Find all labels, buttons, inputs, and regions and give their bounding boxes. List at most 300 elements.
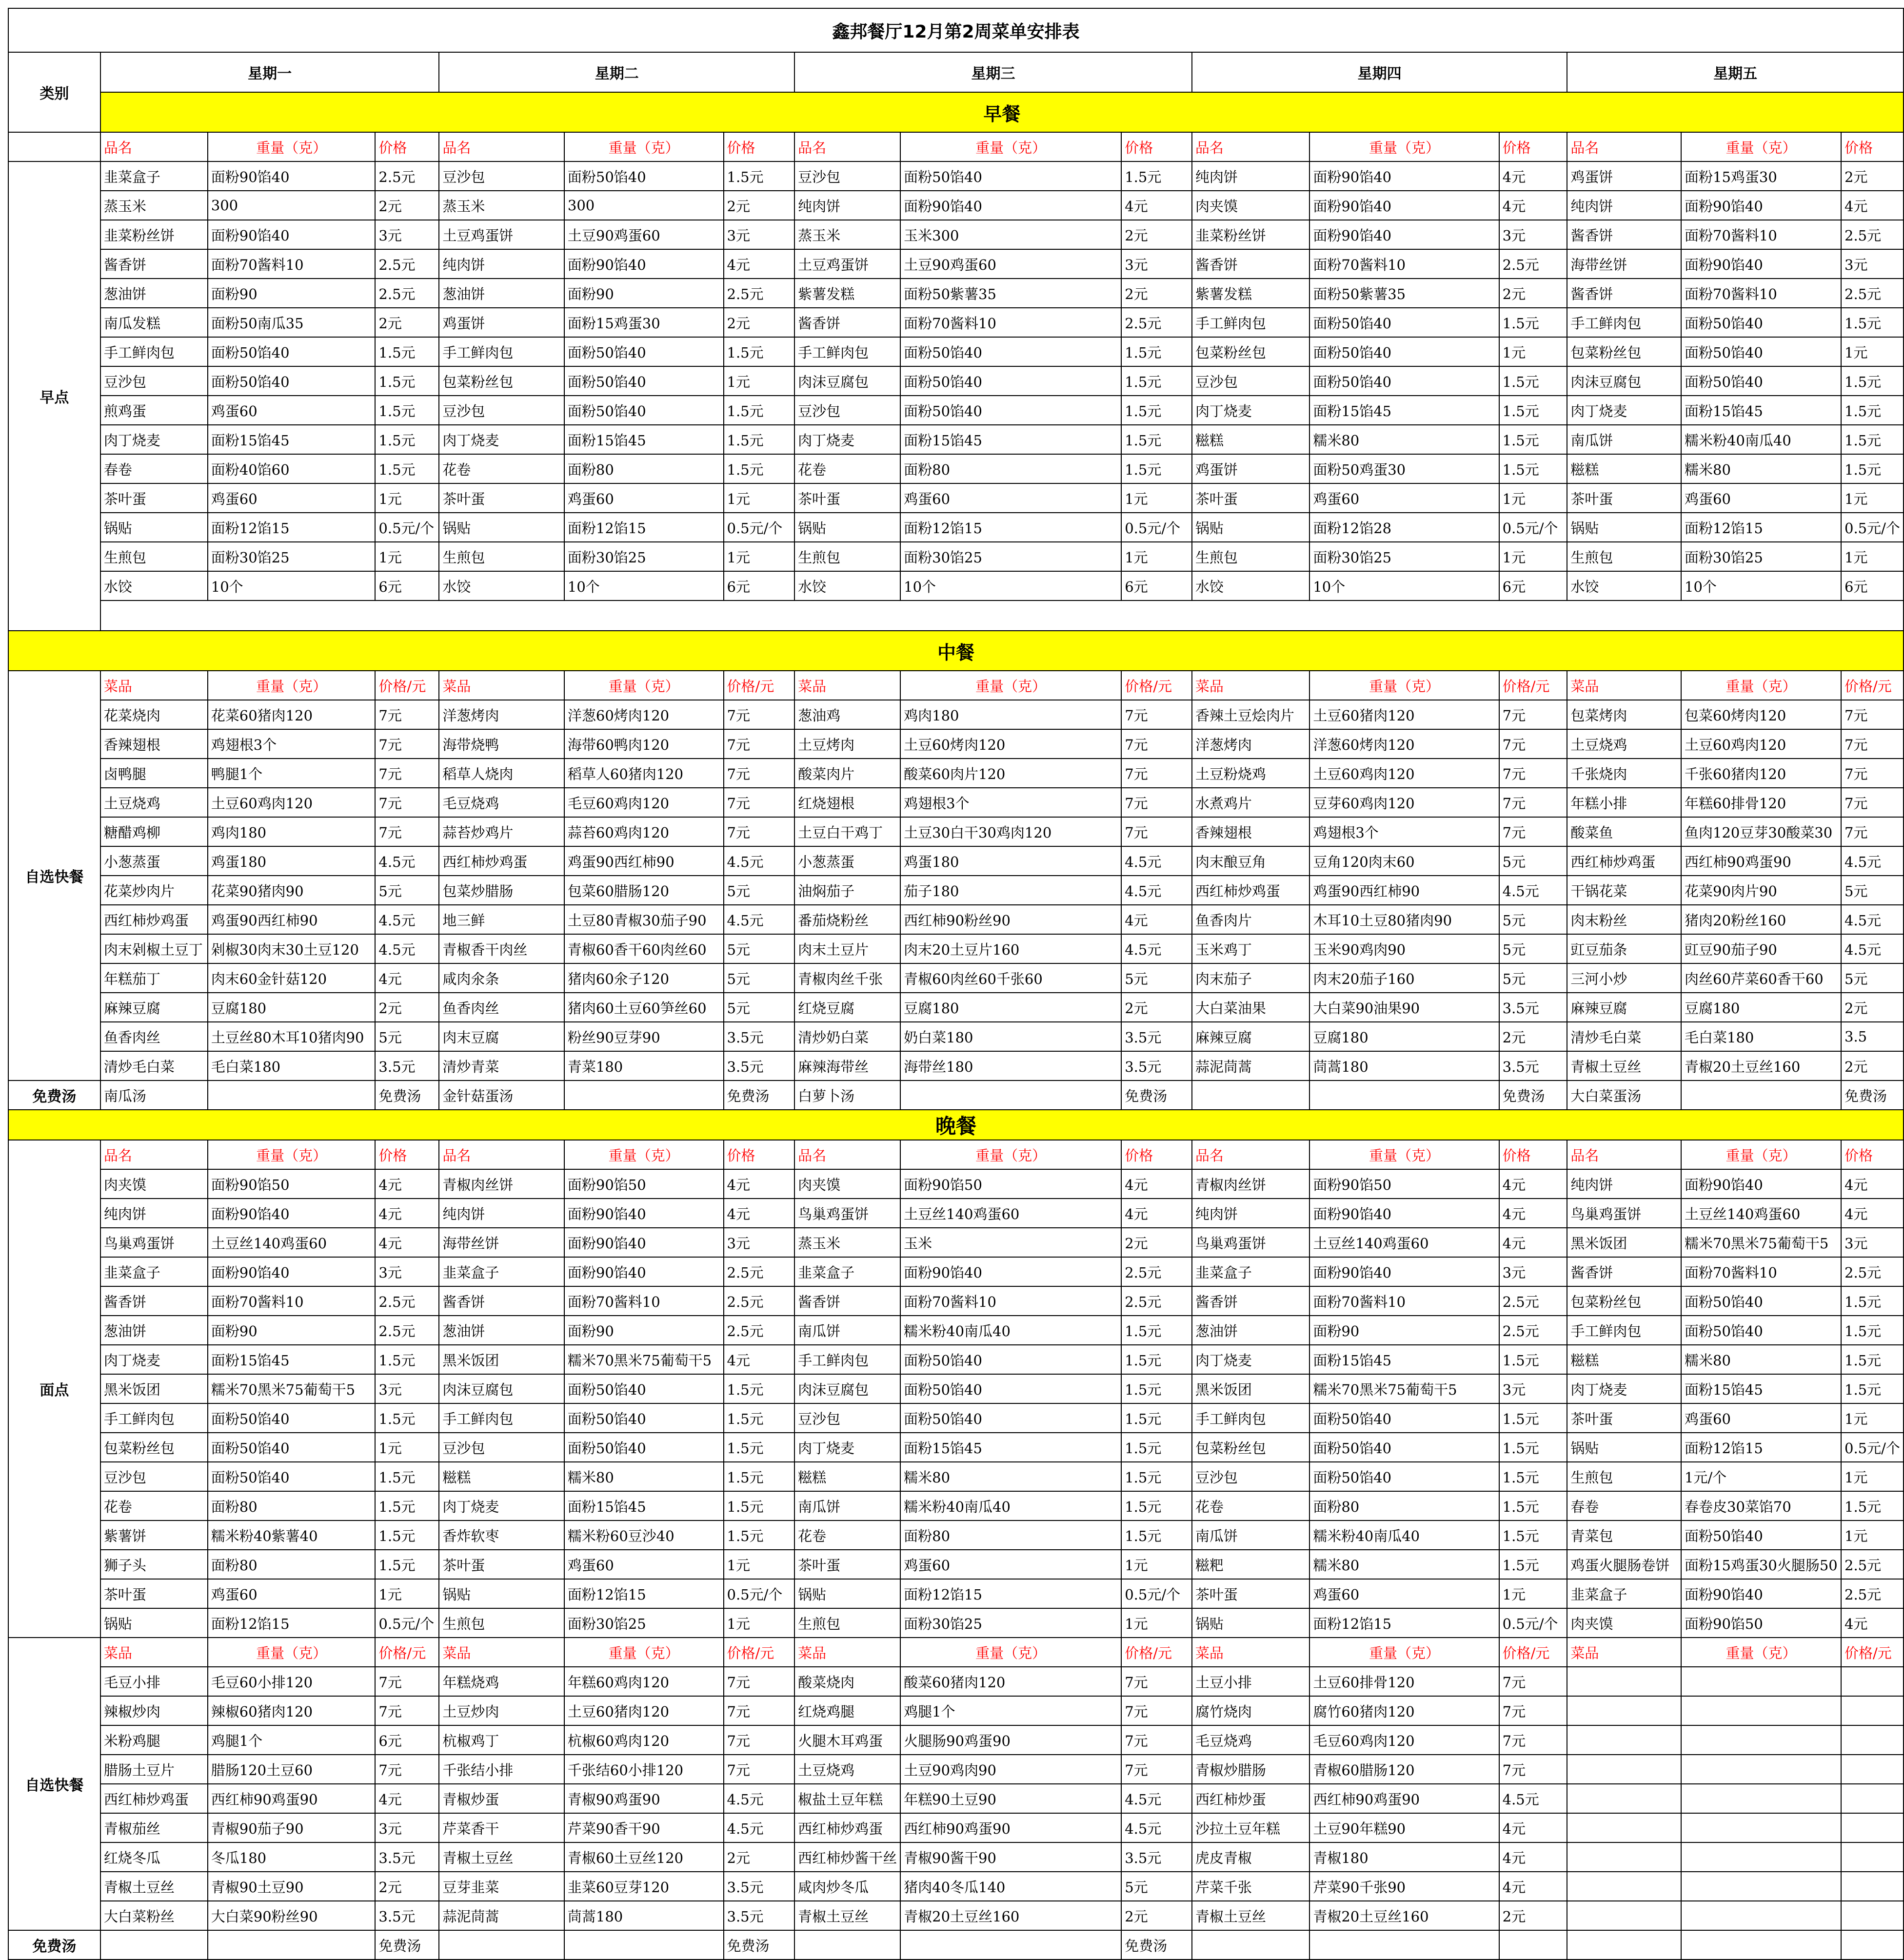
dish-weight: 面粉50馅40: [208, 1403, 376, 1433]
dish-weight: 面粉80: [208, 1550, 376, 1579]
dish-price: 4.5元: [1499, 1784, 1567, 1813]
dish-weight: 面粉50馅40: [1309, 337, 1499, 366]
col-header-price: 价格/元: [375, 1638, 439, 1667]
table-row: [8, 1901, 1904, 1930]
soup-name: 金针菇蛋汤: [439, 1080, 564, 1110]
dish-name: 酱香饼: [100, 1286, 208, 1316]
dish-weight: 面粉50南瓜35: [208, 308, 376, 337]
dish-weight: 茼蒿180: [1309, 1051, 1499, 1080]
dish-weight: [1681, 1696, 1841, 1725]
dish-price: 1.5元: [375, 425, 439, 454]
dish-name: 青椒土豆丝: [1567, 1051, 1681, 1080]
dish-weight: 面粉50鸡蛋30: [1309, 454, 1499, 483]
dish-weight: 面粉50馅40: [564, 366, 724, 396]
dish-price: 2元: [375, 308, 439, 337]
dish-price: 5元: [375, 1022, 439, 1051]
col-header-name: 品名: [794, 1140, 900, 1169]
col-header-name: 菜品: [794, 671, 900, 700]
dish-weight: 面粉50紫薯35: [1309, 279, 1499, 308]
dish-price: 1.5元: [1499, 454, 1567, 483]
table-row: [8, 934, 1904, 963]
meal-band: 中餐: [8, 631, 1904, 671]
dish-price: 2.5元: [724, 1316, 795, 1345]
dish-price: 7元: [1121, 729, 1192, 759]
dish-name: 纯肉饼: [1192, 1199, 1309, 1228]
dish-weight: 鸡蛋90西红柿90: [1309, 876, 1499, 905]
dish-price: [1841, 1667, 1904, 1696]
dish-price: 1.5元: [375, 454, 439, 483]
dish-name: 西红柿炒鸡蛋: [439, 846, 564, 876]
dish-price: 2.5元: [1499, 1316, 1567, 1345]
dish-name: 花卷: [794, 1520, 900, 1550]
dish-price: 2元: [375, 191, 439, 220]
dish-price: 7元: [1121, 1725, 1192, 1755]
dish-weight: 面粉50馅40: [900, 396, 1121, 425]
dish-name: 糍糕: [794, 1462, 900, 1491]
table-row: [8, 454, 1904, 483]
dish-name: 肉丁烧麦: [1567, 396, 1681, 425]
page-title: 鑫邦餐厅12月第2周菜单安排表: [8, 8, 1904, 52]
col-header-weight: 重量（克）: [564, 1140, 724, 1169]
dish-name: 毛豆小排: [100, 1667, 208, 1696]
col-header-name: 菜品: [794, 1638, 900, 1667]
dish-price: 0.5元/个: [1121, 513, 1192, 542]
dish-name: 锅贴: [439, 513, 564, 542]
day-header: 星期四: [1192, 52, 1567, 92]
dish-price: 1.5元: [375, 1403, 439, 1433]
dish-price: 0.5元/个: [724, 513, 795, 542]
dish-name: 糍糕: [1567, 454, 1681, 483]
dish-name: 海带丝饼: [1567, 249, 1681, 279]
dish-price: 7元: [1121, 759, 1192, 788]
dish-price: 4元: [1121, 1199, 1192, 1228]
dish-price: 7元: [1499, 700, 1567, 729]
dish-price: 4元: [1841, 1608, 1904, 1638]
soup-weight: [564, 1080, 724, 1110]
dish-weight: [1681, 1667, 1841, 1696]
dish-weight: 青椒60香干60肉丝60: [564, 934, 724, 963]
col-header-price: 价格: [1499, 1140, 1567, 1169]
dish-price: 7元: [375, 729, 439, 759]
dish-price: 1.5元: [1121, 1433, 1192, 1462]
dish-price: [1841, 1755, 1904, 1784]
dish-weight: 鸡蛋60: [1309, 1579, 1499, 1608]
dish-name: 肉末剁椒土豆丁: [100, 934, 208, 963]
dish-weight: 面粉50馅40: [1681, 1286, 1841, 1316]
dish-name: 肉丁烧麦: [794, 1433, 900, 1462]
dish-name: 纯肉饼: [439, 1199, 564, 1228]
dish-name: 西红柿炒鸡蛋: [1567, 846, 1681, 876]
dish-name: 土豆烧鸡: [100, 788, 208, 817]
dish-name: 鱼香肉片: [1192, 905, 1309, 934]
dish-price: 4元: [375, 963, 439, 993]
table-row: [8, 1286, 1904, 1316]
dish-weight: 面粉50馅40: [1309, 308, 1499, 337]
dish-name: 豆沙包: [439, 161, 564, 191]
dish-price: 4.5元: [1121, 1784, 1192, 1813]
dish-price: [1841, 1842, 1904, 1872]
dish-weight: 猪肉40冬瓜140: [900, 1872, 1121, 1901]
dish-name: 手工鲜肉包: [439, 1403, 564, 1433]
dish-weight: 糯米80: [1309, 425, 1499, 454]
dish-price: 7元: [375, 759, 439, 788]
dish-name: 水饺: [439, 571, 564, 600]
soup-weight: [900, 1930, 1121, 1960]
dish-name: 肉夹馍: [100, 1169, 208, 1199]
dish-name: 土豆小排: [1192, 1667, 1309, 1696]
dish-weight: 青椒90茄子90: [208, 1813, 376, 1842]
dish-price: 2元: [375, 1872, 439, 1901]
dish-name: 毛豆烧鸡: [439, 788, 564, 817]
col-header-weight: 重量（克）: [900, 132, 1121, 161]
soup-weight: [564, 1930, 724, 1960]
dish-name: 花菜烧肉: [100, 700, 208, 729]
dish-price: 3元: [1121, 249, 1192, 279]
dish-name: 锅贴: [1192, 1608, 1309, 1638]
dish-price: 1.5元: [1121, 1462, 1192, 1491]
dish-weight: 豆角120肉末60: [1309, 846, 1499, 876]
dish-name: 锅贴: [794, 1579, 900, 1608]
table-row: [8, 1140, 1904, 1169]
dish-weight: [1681, 1755, 1841, 1784]
table-row: [8, 1784, 1904, 1813]
dish-name: 韭菜盒子: [1567, 1579, 1681, 1608]
dish-price: 2.5元: [375, 161, 439, 191]
dish-name: [1567, 1813, 1681, 1842]
col-header-name: 品名: [1192, 132, 1309, 161]
dish-price: 1.5元: [724, 425, 795, 454]
dish-name: 蒜泥茼蒿: [439, 1901, 564, 1930]
dish-price: 1.5元: [1499, 1462, 1567, 1491]
dish-name: 葱油饼: [100, 279, 208, 308]
dish-name: 包菜炒腊肠: [439, 876, 564, 905]
dish-weight: 面粉15鸡蛋30火腿肠50: [1681, 1550, 1841, 1579]
dish-weight: 糯米80: [1681, 454, 1841, 483]
dish-weight: 花菜60猪肉120: [208, 700, 376, 729]
dish-price: 1元: [724, 483, 795, 513]
col-header-price: 价格: [375, 132, 439, 161]
dish-name: 豆沙包: [100, 1462, 208, 1491]
dish-name: 花卷: [794, 454, 900, 483]
dish-name: 鸡蛋火腿肠卷饼: [1567, 1550, 1681, 1579]
dish-weight: 鸡蛋60: [208, 483, 376, 513]
dish-name: 香炸软枣: [439, 1520, 564, 1550]
dish-weight: 面粉50馅40: [208, 366, 376, 396]
dish-price: 5元: [1841, 963, 1904, 993]
dish-weight: 土豆60鸡肉120: [208, 788, 376, 817]
dish-name: 年糕茄丁: [100, 963, 208, 993]
dish-price: 7元: [1121, 1755, 1192, 1784]
table-row: [8, 1842, 1904, 1872]
col-header-weight: 重量（克）: [1681, 1638, 1841, 1667]
dish-name: 小葱蒸蛋: [100, 846, 208, 876]
dish-weight: 鸡蛋60: [900, 1550, 1121, 1579]
col-header-name: 菜品: [1567, 671, 1681, 700]
dish-price: 4元: [375, 1228, 439, 1257]
soup-price: 免费汤: [724, 1080, 795, 1110]
dish-weight: 鸡蛋60: [208, 396, 376, 425]
table-row: [8, 1520, 1904, 1550]
dish-price: 2.5元: [1841, 279, 1904, 308]
dish-name: 肉夹馍: [794, 1169, 900, 1199]
dish-price: 4元: [1499, 1199, 1567, 1228]
dish-name: [1567, 1842, 1681, 1872]
dish-price: 1.5元: [1499, 1520, 1567, 1550]
dish-weight: 粉丝90豆芽90: [564, 1022, 724, 1051]
dish-name: 春卷: [100, 454, 208, 483]
dish-name: 西红柿炒蛋: [1192, 1784, 1309, 1813]
col-header-name: 品名: [439, 1140, 564, 1169]
dish-weight: 鸡肉180: [208, 817, 376, 846]
dish-name: 青椒土豆丝: [794, 1901, 900, 1930]
dish-price: 3.5元: [375, 1901, 439, 1930]
dish-name: 清炒青菜: [439, 1051, 564, 1080]
dish-name: 酱香饼: [439, 1286, 564, 1316]
dish-name: 西红柿炒鸡蛋: [100, 905, 208, 934]
table-row: [8, 631, 1904, 671]
dish-price: 4元: [724, 1199, 795, 1228]
soup-price: 免费汤: [375, 1080, 439, 1110]
dish-weight: [1681, 1901, 1841, 1930]
soup-name: [1192, 1080, 1309, 1110]
dish-name: 年糕小排: [1567, 788, 1681, 817]
dish-price: 4.5元: [1841, 905, 1904, 934]
dish-weight: 芹菜90千张90: [1309, 1872, 1499, 1901]
dish-price: 4元: [724, 1345, 795, 1374]
table-row: [8, 1022, 1904, 1051]
dish-weight: 鸡蛋60: [1681, 483, 1841, 513]
dish-name: 茶叶蛋: [1567, 483, 1681, 513]
dish-price: 2元: [724, 1842, 795, 1872]
dish-name: 土豆烤肉: [794, 729, 900, 759]
dish-price: 5元: [724, 963, 795, 993]
table-row: [8, 1930, 1904, 1960]
table-row: [8, 1667, 1904, 1696]
dish-price: 7元: [1499, 729, 1567, 759]
dish-weight: 青椒20土豆丝160: [1309, 1901, 1499, 1930]
dish-name: 青椒肉丝千张: [794, 963, 900, 993]
dish-price: 4元: [1499, 1872, 1567, 1901]
dish-name: 豆芽韭菜: [439, 1872, 564, 1901]
dish-weight: 豆腐180: [900, 993, 1121, 1022]
dish-name: 鸟巢鸡蛋饼: [1192, 1228, 1309, 1257]
dish-price: 3元: [375, 1374, 439, 1403]
dish-price: 1元: [1841, 1462, 1904, 1491]
soup-name: 白萝卜汤: [794, 1080, 900, 1110]
soup-name: [794, 1930, 900, 1960]
dish-name: 手工鲜肉包: [794, 1345, 900, 1374]
dish-name: 煎鸡蛋: [100, 396, 208, 425]
dish-name: 南瓜发糕: [100, 308, 208, 337]
soup-name: 南瓜汤: [100, 1080, 208, 1110]
dish-weight: 青椒20土豆丝160: [900, 1901, 1121, 1930]
dish-weight: 面粉50馅40: [900, 366, 1121, 396]
col-header-price: 价格/元: [724, 1638, 795, 1667]
dish-price: [1841, 1725, 1904, 1755]
meal-band: 晚餐: [8, 1110, 1904, 1140]
dish-price: 3.5元: [724, 1872, 795, 1901]
dish-name: 纯肉饼: [100, 1199, 208, 1228]
dish-price: 4元: [1499, 1228, 1567, 1257]
dish-price: 2元: [1121, 279, 1192, 308]
dish-price: 2元: [724, 191, 795, 220]
dish-price: 3元: [1499, 1257, 1567, 1286]
dish-name: 肉丁烧麦: [1567, 1374, 1681, 1403]
dish-name: 西红柿炒鸡蛋: [100, 1784, 208, 1813]
dish-weight: 青椒20土豆丝160: [1681, 1051, 1841, 1080]
dish-name: 肉丁烧麦: [1192, 396, 1309, 425]
dish-name: 南瓜饼: [794, 1316, 900, 1345]
dish-weight: 面粉90馅40: [900, 191, 1121, 220]
dish-name: 生煎包: [1567, 542, 1681, 571]
dish-name: 生煎包: [794, 1608, 900, 1638]
dish-name: 锅贴: [794, 513, 900, 542]
dish-price: 6元: [724, 571, 795, 600]
dish-name: 豆沙包: [439, 1433, 564, 1462]
dish-weight: 土豆60猪肉120: [564, 1696, 724, 1725]
dish-price: 4元: [1499, 191, 1567, 220]
dish-weight: 面粉15馅45: [208, 425, 376, 454]
dish-price: 2.5元: [724, 1286, 795, 1316]
dish-weight: 酸菜60猪肉120: [900, 1667, 1121, 1696]
dish-weight: [1681, 1813, 1841, 1842]
dish-weight: 面粉50馅40: [1681, 1520, 1841, 1550]
dish-weight: 面粉90: [208, 1316, 376, 1345]
dish-price: 3.5元: [724, 1901, 795, 1930]
col-header-name: 品名: [100, 1140, 208, 1169]
dish-name: 腊肠土豆片: [100, 1755, 208, 1784]
dish-name: 肉末豆腐: [439, 1022, 564, 1051]
dish-price: 1.5元: [1499, 1491, 1567, 1520]
table-row: [8, 1872, 1904, 1901]
dish-price: 0.5元/个: [375, 1608, 439, 1638]
dish-price: [1841, 1872, 1904, 1901]
dish-name: 鸡蛋饼: [1567, 161, 1681, 191]
dish-name: 青椒炒蛋: [439, 1784, 564, 1813]
dish-weight: 豇豆90茄子90: [1681, 934, 1841, 963]
dish-price: 5元: [375, 876, 439, 905]
dish-price: 1元: [1499, 542, 1567, 571]
dish-name: 小葱蒸蛋: [794, 846, 900, 876]
dish-name: 肉夹馍: [1192, 191, 1309, 220]
blank-cell: [8, 132, 100, 161]
table-row: [8, 1813, 1904, 1842]
dish-price: 6元: [1121, 571, 1192, 600]
dish-weight: 面粉80: [208, 1491, 376, 1520]
dish-weight: 鸡翅根3个: [1309, 817, 1499, 846]
dish-name: 酸菜鱼: [1567, 817, 1681, 846]
table-row: [8, 1491, 1904, 1520]
dish-price: 7元: [724, 1696, 795, 1725]
dish-weight: 海带丝180: [900, 1051, 1121, 1080]
table-row: [8, 846, 1904, 876]
dish-price: 1元: [724, 1550, 795, 1579]
category-label: 自选快餐: [8, 671, 100, 1080]
dish-weight: 茼蒿180: [564, 1901, 724, 1930]
dish-weight: 鸡肉180: [900, 700, 1121, 729]
dish-name: 三河小炒: [1567, 963, 1681, 993]
table-row: [8, 1579, 1904, 1608]
col-header-price: 价格/元: [1841, 671, 1904, 700]
dish-price: 4元: [1499, 1813, 1567, 1842]
soup-price: 免费汤: [1121, 1930, 1192, 1960]
dish-price: [1841, 1784, 1904, 1813]
soup-price: [1499, 1930, 1567, 1960]
soup-price: 免费汤: [375, 1930, 439, 1960]
day-header: 星期一: [100, 52, 439, 92]
dish-price: 4.5元: [724, 1784, 795, 1813]
dish-name: 花卷: [100, 1491, 208, 1520]
dish-price: 1元: [724, 542, 795, 571]
dish-name: 辣椒炒肉: [100, 1696, 208, 1725]
dish-name: 洋葱烤肉: [439, 700, 564, 729]
dish-name: [1567, 1725, 1681, 1755]
dish-weight: 面粉15馅45: [1681, 1374, 1841, 1403]
dish-price: 4元: [1499, 161, 1567, 191]
col-header-name: 品名: [1567, 132, 1681, 161]
dish-weight: 面粉90馅40: [564, 1228, 724, 1257]
table-row: [8, 700, 1904, 729]
dish-weight: 土豆60鸡肉120: [1681, 729, 1841, 759]
dish-weight: [1681, 1842, 1841, 1872]
dish-name: 葱油饼: [1192, 1316, 1309, 1345]
dish-name: 鸡蛋饼: [1192, 454, 1309, 483]
col-header-weight: 重量（克）: [900, 671, 1121, 700]
dish-price: 1.5元: [1121, 396, 1192, 425]
dish-name: 生煎包: [1567, 1462, 1681, 1491]
dish-name: 花菜炒肉片: [100, 876, 208, 905]
dish-name: 锅贴: [100, 1608, 208, 1638]
dish-weight: 猪肉60土豆60笋丝60: [564, 993, 724, 1022]
category-label: 面点: [8, 1140, 100, 1638]
dish-weight: 土豆60烤肉120: [900, 729, 1121, 759]
dish-name: 韭菜粉丝饼: [1192, 220, 1309, 249]
table-row: [8, 483, 1904, 513]
meal-band: 早餐: [100, 92, 1904, 132]
dish-price: 1.5元: [375, 1520, 439, 1550]
dish-price: 7元: [1121, 817, 1192, 846]
day-header: 星期二: [439, 52, 794, 92]
dish-weight: 面粉15鸡蛋30: [1681, 161, 1841, 191]
dish-name: 韭菜粉丝饼: [100, 220, 208, 249]
dish-weight: 玉米90鸡肉90: [1309, 934, 1499, 963]
dish-weight: 鱼肉120豆芽30酸菜30: [1681, 817, 1841, 846]
table-row: [8, 249, 1904, 279]
dish-weight: 洋葱60烤肉120: [564, 700, 724, 729]
dish-weight: 豆腐180: [1681, 993, 1841, 1022]
dish-weight: 剁椒30肉末30土豆120: [208, 934, 376, 963]
soup-category: 免费汤: [8, 1080, 100, 1110]
dish-weight: 面粉90馅40: [1309, 1257, 1499, 1286]
dish-weight: 土豆丝80木耳10猪肉90: [208, 1022, 376, 1051]
dish-price: 6元: [375, 571, 439, 600]
dish-weight: 西红柿90粉丝90: [900, 905, 1121, 934]
dish-name: 虎皮青椒: [1192, 1842, 1309, 1872]
dish-price: 1.5元: [375, 1491, 439, 1520]
dish-price: 2.5元: [1841, 220, 1904, 249]
col-header-weight: 重量（克）: [900, 1638, 1121, 1667]
col-header-weight: 重量（克）: [900, 1140, 1121, 1169]
dish-name: 肉丁烧麦: [100, 425, 208, 454]
dish-price: 2元: [1499, 1022, 1567, 1051]
dish-weight: 面粉12馅15: [564, 1579, 724, 1608]
dish-price: 5元: [1499, 963, 1567, 993]
dish-price: 4.5元: [375, 934, 439, 963]
table-row: [8, 1080, 1904, 1110]
dish-price: 4元: [1121, 1169, 1192, 1199]
dish-price: 1元: [1841, 1520, 1904, 1550]
dish-weight: 面粉50馅40: [564, 337, 724, 366]
